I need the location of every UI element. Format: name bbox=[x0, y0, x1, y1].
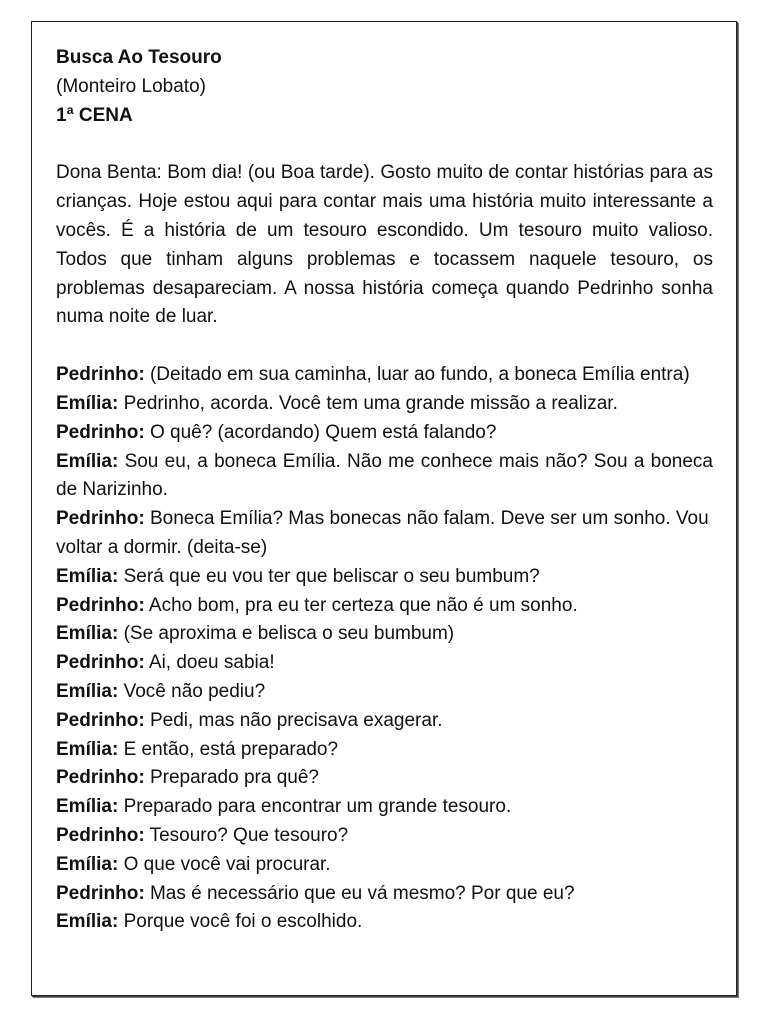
speaker-name: Pedrinho: bbox=[56, 882, 145, 904]
speaker-name: Emília: bbox=[56, 450, 119, 472]
dialogue-text: Ai, doeu sabia! bbox=[144, 652, 275, 674]
dialogue-text: Preparado para encontrar um grande tesouro. bbox=[118, 796, 512, 818]
dialogue-text: Pedrinho, acorda. Você tem uma grande missão a realizar. bbox=[118, 392, 618, 414]
dialogue-text: Você não pediu? bbox=[118, 680, 266, 702]
dialogue-text: Sou eu, a boneca Emília. Não me conhece mais não? Sou a boneca de Narizinho. bbox=[56, 450, 713, 501]
document-title: Busca Ao Tesouro bbox=[56, 47, 222, 68]
dialogue-line bbox=[56, 649, 713, 678]
speaker-name: Pedrinho: bbox=[56, 364, 145, 386]
speaker-name: Emília: bbox=[56, 796, 119, 818]
intro-speaker: Dona Benta: bbox=[56, 162, 162, 184]
dialogue-text: Acho bom, pra eu ter certeza que não é um sonho. bbox=[144, 594, 578, 616]
dialogue-text: O quê? (acordando) Quem está falando? bbox=[144, 421, 497, 443]
speaker-name: Emília: bbox=[56, 680, 119, 702]
dialogue-line bbox=[56, 764, 713, 793]
dialogue-line bbox=[56, 620, 713, 649]
dialogue-line bbox=[56, 563, 713, 592]
speaker-name: Pedrinho: bbox=[56, 824, 145, 846]
dialogue-line bbox=[56, 390, 713, 419]
dialogue-line bbox=[56, 361, 713, 390]
dialogue-line bbox=[56, 678, 713, 707]
dialogue-line bbox=[56, 851, 713, 880]
dialogue-text: Será que eu vou ter que beliscar o seu bumbum? bbox=[118, 565, 540, 587]
dialogue-text: Boneca Emília? Mas bonecas não falam. Deve ser um sonho. Vou voltar a dormir. (deita-se) bbox=[56, 508, 709, 558]
dialogue-text: (Se aproxima e belisca o seu bumbum) bbox=[118, 623, 455, 645]
speaker-name: Emília: bbox=[56, 911, 119, 933]
dialogue-text: Pedi, mas não precisava exagerar. bbox=[144, 709, 443, 731]
dialogue-line bbox=[56, 592, 713, 621]
dialogue-line bbox=[56, 505, 713, 563]
spacer bbox=[56, 332, 713, 361]
speaker-name: Pedrinho: bbox=[56, 709, 145, 731]
speaker-name: Emília: bbox=[56, 392, 119, 414]
scene-heading: 1ª CENA bbox=[56, 104, 133, 126]
dialogue-text: (Deitado em sua caminha, luar ao fundo, a boneca Emília entra) bbox=[144, 364, 690, 386]
dialogue-line bbox=[56, 793, 713, 822]
dialogue-line bbox=[56, 880, 713, 909]
intro-text: Bom dia! (ou Boa tarde). Gosto muito de contar histórias para as crianças. Hoje estou aqui para contar mais uma história muito interessante a vocês. É a história de um tesouro escondido. Um tesouro muito valioso. Todos que tinham alguns problemas e tocassem naquele tesouro, os problemas desapareciam. A nossa história começa quando Pedrinho sonha numa noite de luar. bbox=[56, 162, 713, 328]
speaker-name: Emília: bbox=[56, 623, 119, 645]
dialogue-text: Porque você foi o escolhido. bbox=[118, 911, 363, 933]
dialogue-line bbox=[56, 736, 713, 765]
dialogue-line bbox=[56, 707, 713, 736]
speaker-name: Emília: bbox=[56, 853, 119, 875]
spacer bbox=[56, 130, 713, 159]
dialogue-text: E então, está preparado? bbox=[118, 738, 339, 760]
speaker-name: Pedrinho: bbox=[56, 767, 145, 789]
speaker-name: Pedrinho: bbox=[56, 652, 145, 674]
dialogue-line bbox=[56, 419, 713, 448]
intro-paragraph bbox=[56, 159, 713, 332]
dialogue-text: O que você vai procurar. bbox=[118, 853, 331, 875]
speaker-name: Emília: bbox=[56, 738, 119, 760]
document-body bbox=[56, 44, 713, 937]
dialogue-line bbox=[56, 822, 713, 851]
speaker-name: Emília: bbox=[56, 565, 119, 587]
dialogue-text: Tesouro? Que tesouro? bbox=[144, 824, 349, 846]
speaker-name: Pedrinho: bbox=[56, 508, 145, 530]
speaker-name: Pedrinho: bbox=[56, 421, 145, 443]
document-author: (Monteiro Lobato) bbox=[56, 75, 206, 97]
dialogue-line bbox=[56, 908, 713, 937]
dialogue-text: Mas é necessário que eu vá mesmo? Por que eu? bbox=[144, 882, 575, 904]
dialogue-line bbox=[56, 448, 713, 506]
dialogue-text: Preparado pra quê? bbox=[144, 767, 319, 789]
speaker-name: Pedrinho: bbox=[56, 594, 145, 616]
